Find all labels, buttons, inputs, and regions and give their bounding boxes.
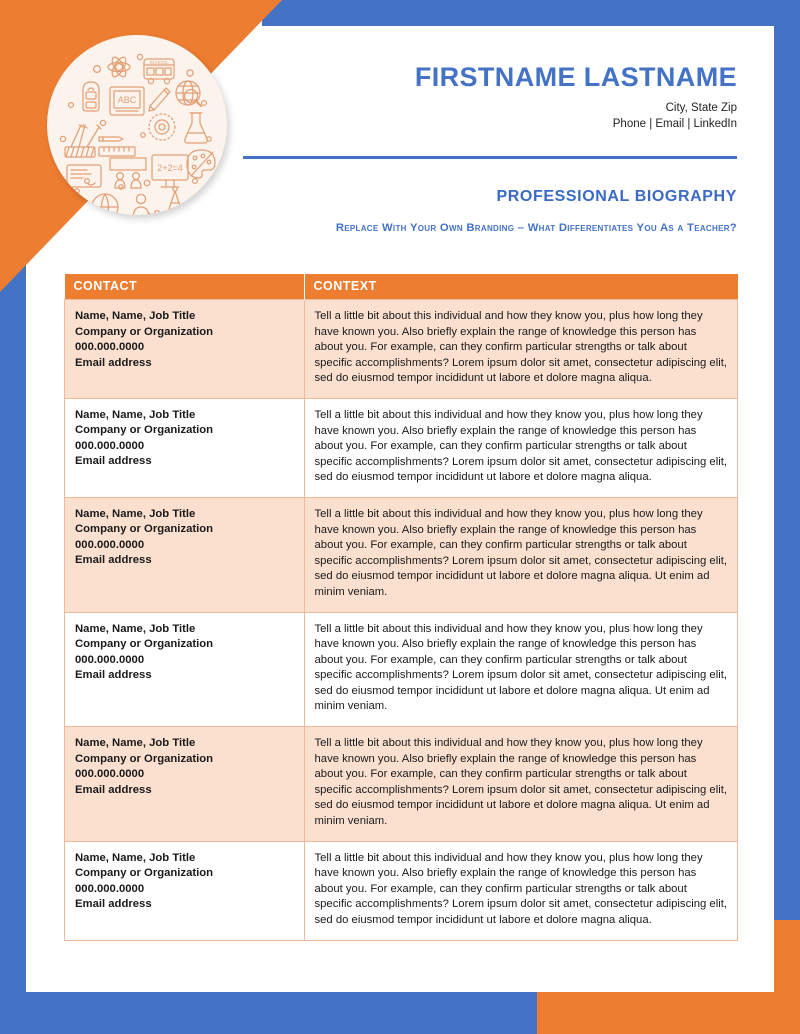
contact-name: Name, Name, Job Title [75,507,196,520]
header-block [243,60,737,132]
table-row [65,612,738,727]
classroom-students-icon [110,158,146,188]
teacher-icon [133,194,157,215]
contact-cell [65,612,305,727]
table-row [65,727,738,842]
contact-name: Name, Name, Job Title [75,408,196,421]
context-cell [304,300,738,399]
page-border-bottom-blue [0,992,537,1034]
contact-cell [65,497,305,612]
context-text: Tell a little bit about this individual and how they know you, plus how long they have known you. Also briefly explain the range of knowledge this person has about you. For example, can they confirm particular strengths or talk about specific accomplishments? Lorem ipsum dolor sit amet, consectetur adipiscing elit, sed do eiusmod tempor incididunt ut labore et dolore magna aliqua. [314,851,728,926]
contact-company: Company or Organization [75,867,214,880]
contact-name: Name, Name, Job Title [75,737,196,750]
laptop-icon [67,165,101,187]
column-header-contact: CONTACT [65,274,305,300]
table-row [65,300,738,399]
pencil-icon [149,88,170,111]
column-header-context: CONTEXT [304,274,738,300]
section-title: PROFESSIONAL BIOGRAPHY [496,188,737,205]
table-body [65,300,738,941]
svg-text:ABC: ABC [117,95,137,105]
page-border-top [262,0,800,26]
contact-company: Company or Organization [75,752,214,765]
context-cell [304,612,738,727]
contact-cell [65,727,305,842]
contact-name: Name, Name, Job Title [75,851,196,864]
pen-icon [99,137,123,141]
context-text: Tell a little bit about this individual and how they know you, plus how long they have known you. Also briefly explain the range of knowledge this person has about you. For example, can they confirm particular strengths or talk about specific accomplishments? Lorem ipsum dolor sit amet, consectetur adipiscing elit, sed do eiusmod tempor incididunt ut labore et dolore magna aliqua. [314,408,728,484]
contact-email: Email address [75,669,152,681]
contact-phone: 000.000.0000 [75,341,145,353]
contact-name: Name, Name, Job Title [75,310,196,322]
table-row [65,841,738,940]
education-logo-circle [47,35,227,215]
page-border-right [774,0,800,1008]
contact-phone: 000.000.0000 [75,538,145,551]
flask-icon [185,113,207,143]
contact-phone: 000.000.0000 [75,653,145,666]
context-text: Tell a little bit about this individual and how they know you, plus how long they have known you. Also briefly explain the range of knowledge this person has about you. For example, can they confirm particular strengths or talk about specific accomplishments? Lorem ipsum dolor sit amet, consectetur adipiscing elit, sed do eiusmod tempor incididunt ut labore et dolore magna aliqua. Ut enim ad minim veniam. [314,737,728,828]
paintbrushes-icon [71,125,101,147]
context-cell [304,841,738,940]
header-location: City, State Zip [665,102,737,114]
contact-company: Company or Organization [75,325,214,338]
context-cell [304,727,738,842]
contact-phone: 000.000.0000 [75,439,145,452]
contact-cell [65,841,305,940]
context-text: Tell a little bit about this individual and how they know you, plus how long they have known you. Also briefly explain the range of knowledge this person has about you. For example, can they confirm particular strengths or talk about specific accomplishments? Lorem ipsum dolor sit amet, consectetur adipiscing elit, sed do eiusmod tempor incididunt ut labore et dolore magna aliqua. [314,310,728,385]
backpack-icon [83,82,99,111]
contact-cell [65,300,305,399]
eraser-icon [65,147,95,157]
school-bus-icon [144,59,174,84]
contact-email: Email address [75,455,152,468]
table-header-row [65,274,738,300]
page-border-bottom-orange [537,992,800,1034]
decorative-bubbles-icon [60,54,211,215]
context-text: Tell a little bit about this individual and how they know you, plus how long they have known you. Also briefly explain the range of knowledge this person has about you. For example, can they confirm particular strengths or talk about specific accomplishments? Lorem ipsum dolor sit amet, consectetur adipiscing elit, sed do eiusmod tempor incididunt ut labore et dolore magna aliqua. Ut enim ad minim veniam. [314,507,728,598]
abc-blackboard-icon [110,87,144,115]
contact-email: Email address [75,898,152,911]
contact-email: Email address [75,783,152,796]
header-contact-links: Phone | Email | LinkedIn [612,118,737,130]
context-cell [304,398,738,497]
contact-phone: 000.000.0000 [75,882,145,895]
ruler-icon [99,147,135,156]
contact-name: Name, Name, Job Title [75,622,196,635]
monitor-math-icon [152,155,188,187]
svg-text:SCHOOL: SCHOOL [149,60,169,65]
education-icons-collage [47,35,227,215]
context-text: Tell a little bit about this individual and how they know you, plus how long they have known you. Also briefly explain the range of knowledge this person has about you. For example, can they confirm particular strengths or talk about specific accomplishments? Lorem ipsum dolor sit amet, consectetur adipiscing elit, sed do eiusmod tempor incididunt ut labore et dolore magna aliqua. Ut enim ad minim veniam. [314,622,728,713]
sun-dots-icon [149,114,175,140]
palette-icon [187,150,215,178]
header-divider [243,156,737,159]
contact-email: Email address [75,356,152,369]
page-title: FIRSTNAME LASTNAME [414,62,737,92]
contact-email: Email address [75,554,152,567]
references-table [64,274,738,941]
contact-company: Company or Organization [75,638,214,650]
section-tagline: Replace With Your Own Branding – What Differentiates You As a Teacher? [335,222,737,234]
globe-icon [176,81,201,106]
table-row [65,497,738,612]
contact-phone: 000.000.0000 [75,768,145,781]
atom-icon [108,55,130,79]
table-row [65,398,738,497]
contact-cell [65,398,305,497]
svg-text:2+2=4: 2+2=4 [157,163,183,173]
context-cell [304,497,738,612]
contact-company: Company or Organization [75,523,214,536]
contact-company: Company or Organization [75,424,214,437]
